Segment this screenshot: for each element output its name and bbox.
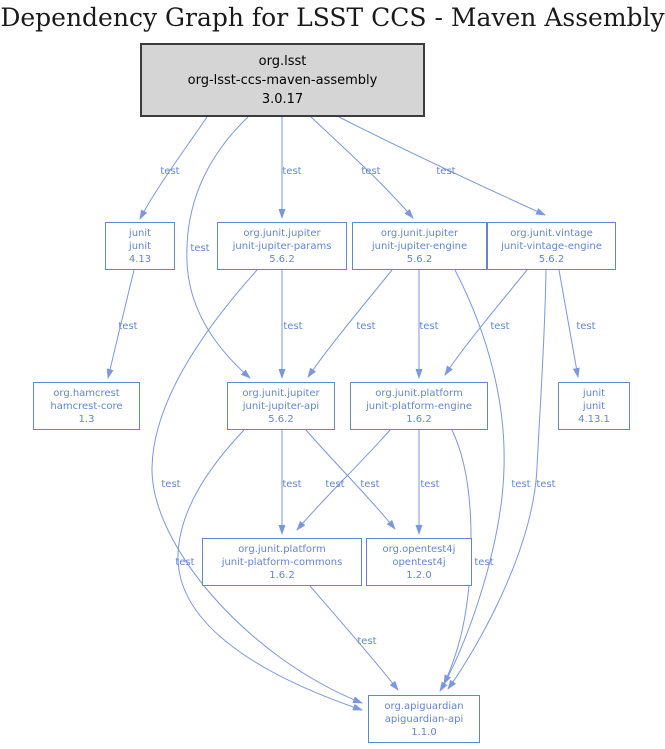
node-artifact: junit-platform-commons xyxy=(221,556,343,568)
edge-junit-jupiter-engine-to-apiguardian-api xyxy=(440,270,504,691)
node-version: 4.13.1 xyxy=(578,413,610,425)
node-group: org.lsst xyxy=(258,53,307,69)
node-junit-jupiter-params xyxy=(217,222,347,270)
node-artifact: hamcrest-core xyxy=(50,400,123,412)
node-version: 5.6.2 xyxy=(538,253,565,265)
node-opentest4j xyxy=(366,538,472,586)
node-version: 4.13 xyxy=(128,253,152,265)
edge-label-junit-jupiter-engine-to-junit-jupiter-api: test xyxy=(356,321,376,332)
node-artifact: junit-jupiter-engine xyxy=(371,240,468,252)
edge-junit-jupiter-engine-to-junit-jupiter-api xyxy=(308,270,392,377)
node-version: 1.1.0 xyxy=(411,726,437,738)
edge-label-junit-jupiter-api-to-junit-platform-commons: test xyxy=(282,479,302,490)
node-group: org.junit.jupiter xyxy=(380,227,459,239)
node-version: 5.6.2 xyxy=(406,253,433,265)
node-group: junit xyxy=(128,227,152,239)
node-version: 1.6.2 xyxy=(406,413,432,425)
edge-junit-vintage-engine-to-junit-platform-engine xyxy=(445,270,527,375)
edge-label-root-to-junit-jupiter-api: test xyxy=(190,243,210,254)
node-junit-jupiter-api xyxy=(227,382,335,430)
node-junit-platform-engine xyxy=(350,382,488,430)
node-artifact: junit-jupiter-api xyxy=(242,400,320,412)
node-junit-vintage-engine xyxy=(487,222,616,270)
edge-label-junit-platform-engine-to-junit-platform-commons: test xyxy=(325,479,345,490)
node-artifact: junit-vintage-engine xyxy=(501,240,602,252)
node-group: org.junit.jupiter xyxy=(242,387,320,399)
node-group: org.hamcrest xyxy=(53,387,120,399)
edge-junit-platform-commons-to-apiguardian-api xyxy=(310,586,398,690)
edge-label-root-to-junit-vintage-engine: test xyxy=(436,166,456,177)
node-artifact: opentest4j xyxy=(392,556,446,568)
edge-label-junit-platform-commons-to-apiguardian-api: test xyxy=(357,636,377,647)
node-junit-platform-commons xyxy=(202,538,362,586)
node-group: junit xyxy=(582,387,606,399)
node-artifact: junit-jupiter-params xyxy=(232,240,332,252)
graph-title: Dependency Graph for LSST CCS - Maven Assembly xyxy=(0,3,665,32)
edge-label-junit-vintage-engine-to-junit-platform-engine: test xyxy=(490,321,510,332)
node-group: org.junit.vintage xyxy=(510,227,593,239)
node-artifact: org-lsst-ccs-maven-assembly xyxy=(187,72,378,88)
node-group: org.junit.platform xyxy=(375,387,463,399)
node-junit-4-13-1 xyxy=(558,382,630,430)
node-artifact: junit xyxy=(582,400,606,412)
node-version: 5.6.2 xyxy=(269,253,295,265)
edge-label-junit-platform-engine-to-apiguardian-api: test xyxy=(474,557,494,568)
node-version: 1.6.2 xyxy=(269,569,295,581)
edge-label-root-to-junit-jupiter-engine: test xyxy=(361,166,381,177)
node-artifact: junit xyxy=(128,240,152,252)
edge-label-junit-jupiter-engine-to-junit-platform-engine: test xyxy=(419,321,439,332)
node-artifact: apiguardian-api xyxy=(384,713,464,725)
node-hamcrest-core xyxy=(33,382,140,430)
node-junit-jupiter-engine xyxy=(352,222,487,270)
edge-junit-vintage-engine-to-junit-4-13-1 xyxy=(559,270,578,377)
node-version: 1.2.0 xyxy=(406,569,432,581)
edge-label-junit-jupiter-engine-to-apiguardian-api: test xyxy=(511,479,531,490)
node-group: org.junit.jupiter xyxy=(243,227,321,239)
node-group: org.junit.platform xyxy=(238,543,326,555)
edge-label-junit-jupiter-params-to-junit-jupiter-api: test xyxy=(283,321,303,332)
node-group: org.opentest4j xyxy=(382,543,456,555)
node-version: 1.3 xyxy=(78,413,95,425)
node-apiguardian-api xyxy=(368,695,480,743)
node-root xyxy=(140,43,425,117)
node-version: 3.0.17 xyxy=(261,91,304,107)
edge-label-junit-jupiter-api-to-apiguardian-api: test xyxy=(175,557,195,568)
node-junit-4-13 xyxy=(105,222,175,270)
node-group: org.apiguardian xyxy=(384,700,464,712)
edge-label-junit-vintage-engine-to-junit-4-13-1: test xyxy=(576,321,596,332)
edge-label-junit-platform-engine-to-opentest4j: test xyxy=(420,479,440,490)
edge-label-root-to-junit-jupiter-params: test xyxy=(282,166,302,177)
edge-label-junit-jupiter-params-to-apiguardian-api: test xyxy=(161,479,181,490)
edge-label-junit-jupiter-api-to-opentest4j: test xyxy=(360,479,380,490)
node-artifact: junit-platform-engine xyxy=(366,400,472,412)
edge-junit-jupiter-api-to-opentest4j xyxy=(306,430,395,529)
edge-label-junit-vintage-engine-to-apiguardian-api: test xyxy=(536,479,556,490)
edge-label-root-to-junit-4-13: test xyxy=(160,166,180,177)
edge-label-junit-4-13-to-hamcrest-core: test xyxy=(118,321,138,332)
node-version: 5.6.2 xyxy=(268,413,294,425)
